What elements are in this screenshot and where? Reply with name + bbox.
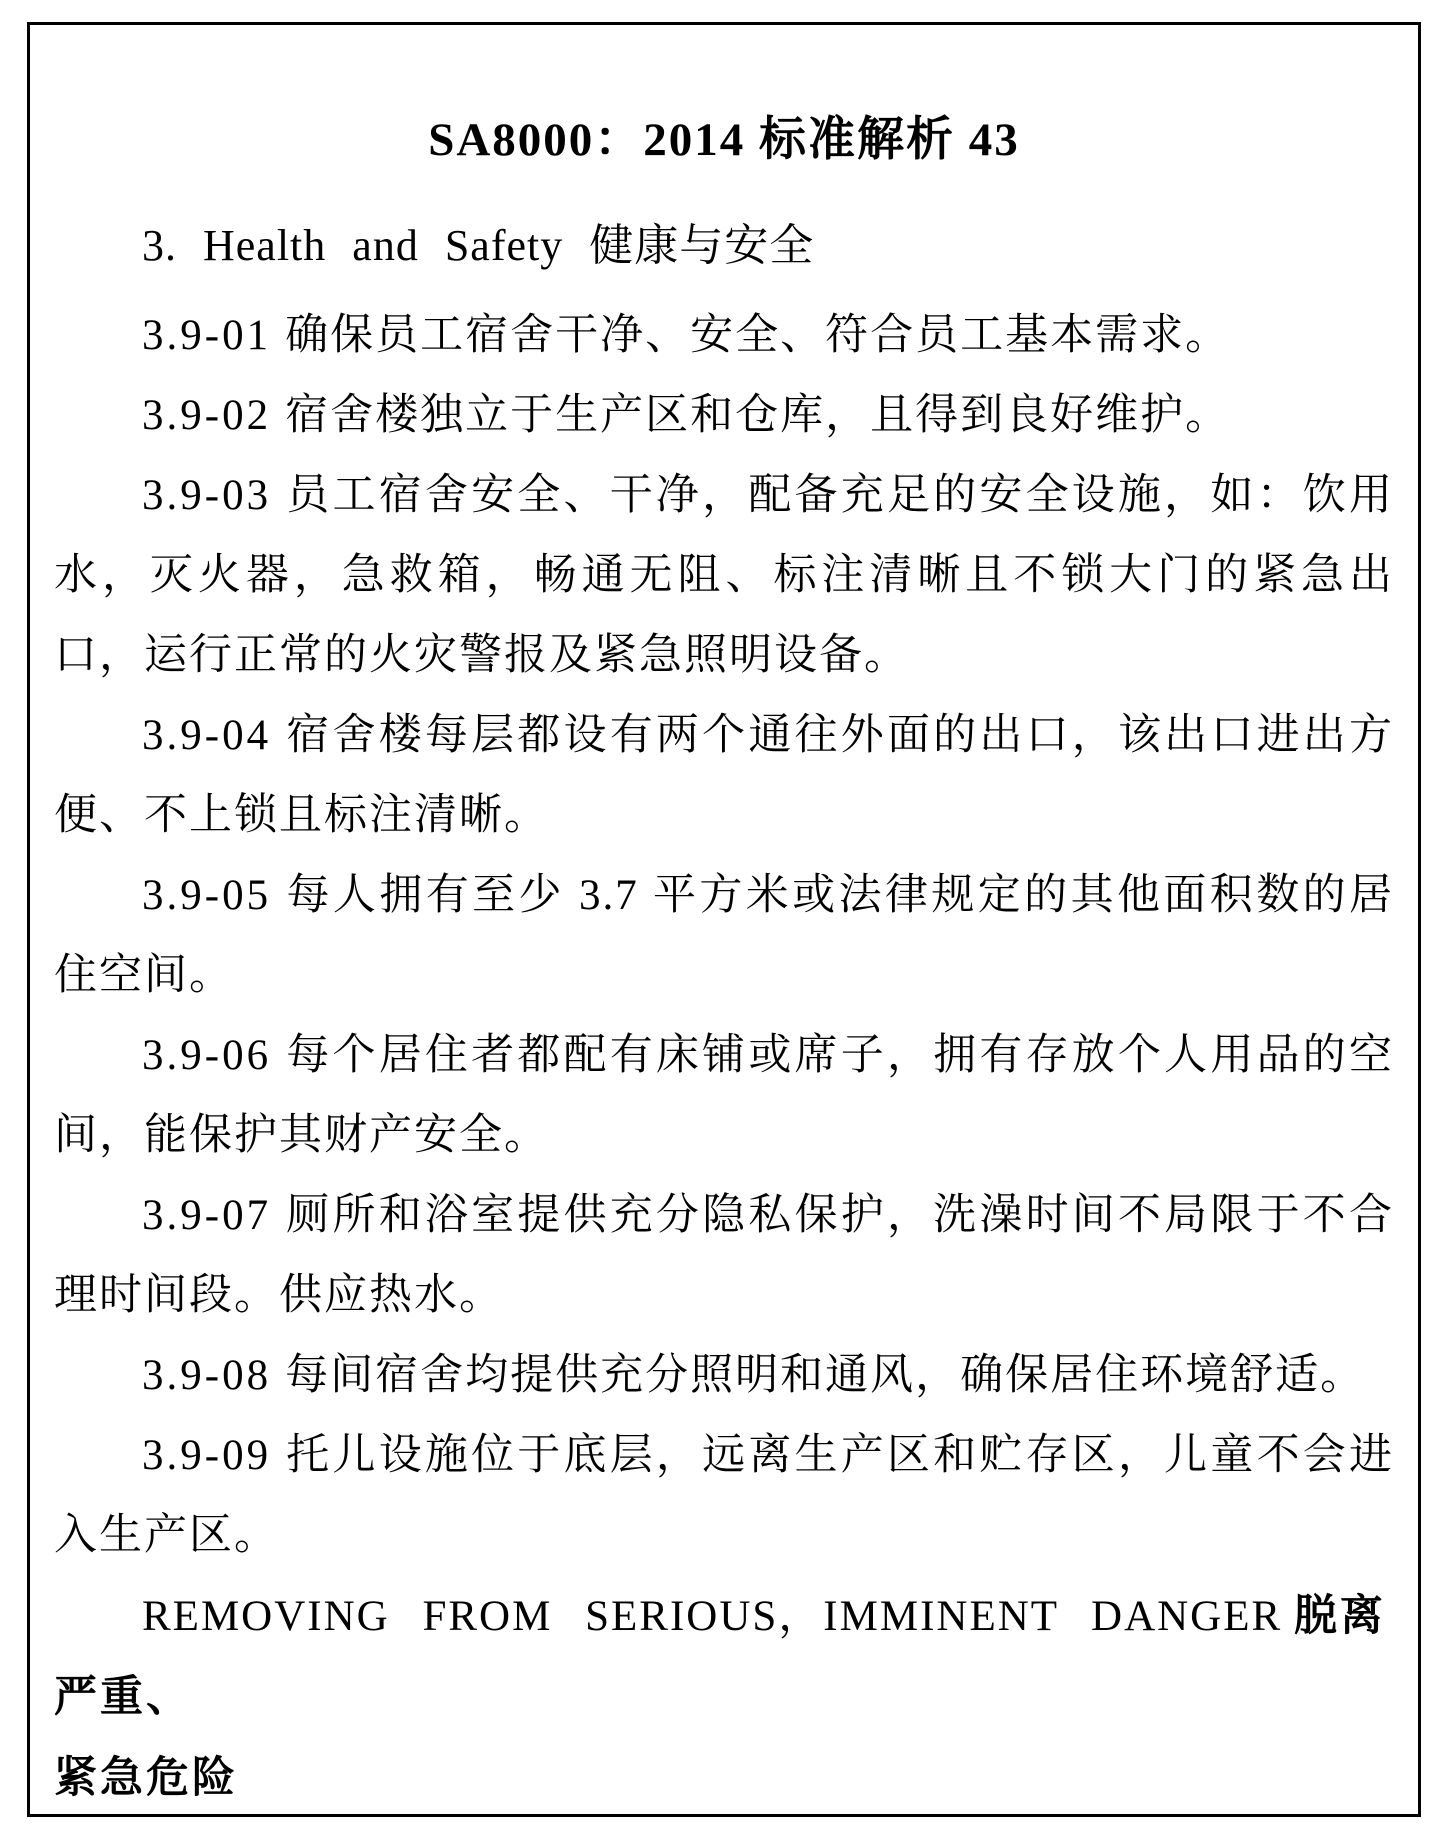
- footer-chinese-bold-line2: 紧急危险: [54, 1754, 238, 1802]
- clause-code: 3.9-02: [142, 392, 272, 439]
- clause-code: 3.9-03: [142, 472, 272, 519]
- clause-3-9-06: [54, 1016, 1394, 1176]
- clause-code: 3.9-07: [142, 1192, 272, 1239]
- page-title: SA8000：2014 标准解析 43: [428, 114, 1020, 166]
- clause-3-9-05: [54, 856, 1394, 1016]
- footer-english-text: REMOVING FROM SERIOUS，IMMINENT DANGER: [142, 1593, 1283, 1640]
- clause-3-9-03: [54, 456, 1394, 696]
- clause-list: [54, 296, 1394, 1576]
- clause-3-9-09: [54, 1416, 1394, 1576]
- clause-3-9-08: [54, 1336, 1394, 1416]
- clause-3-9-04: [54, 696, 1394, 856]
- clause-text: 厕所和浴室提供充分隐私保护，洗澡时间不局限于不合理时间段。供应热水。: [54, 1192, 1394, 1319]
- clause-text: 每间宿舍均提供充分照明和通风，确保居住环境舒适。: [285, 1352, 1366, 1399]
- clause-code: 3.9-09: [142, 1432, 272, 1479]
- footer-chinese-bold-line1: 脱离严重、: [54, 1592, 1386, 1721]
- clause-text: 每人拥有至少 3.7 平方米或法律规定的其他面积数的居住空间。: [54, 872, 1394, 999]
- footer-line: [54, 1576, 1394, 1818]
- clause-code: 3.9-04: [142, 712, 272, 759]
- clause-code: 3.9-08: [142, 1352, 272, 1399]
- clause-text: 确保员工宿舍干净、安全、符合员工基本需求。: [285, 312, 1231, 359]
- clause-code: 3.9-06: [142, 1032, 272, 1079]
- clause-text: 每个居住者都配有床铺或席子，拥有存放个人用品的空间，能保护其财产安全。: [54, 1032, 1394, 1159]
- clause-text: 宿舍楼每层都设有两个通往外面的出口，该出口进出方便、不上锁且标注清晰。: [54, 712, 1394, 839]
- clause-code: 3.9-01: [142, 312, 272, 359]
- clause-code: 3.9-05: [142, 872, 272, 919]
- clause-3-9-07: [54, 1176, 1394, 1336]
- clause-text: 员工宿舍安全、干净，配备充足的安全设施，如：饮用水，灭火器，急救箱，畅通无阻、标注清晰且不锁大门的紧急出口，运行正常的火灾警报及紧急照明设备。: [54, 472, 1394, 679]
- document-page: [54, 96, 1394, 1818]
- clause-3-9-02: [54, 376, 1394, 456]
- section-heading: 3. Health and Safety 健康与安全: [142, 221, 815, 270]
- clause-text: 托儿设施位于底层，远离生产区和贮存区，儿童不会进入生产区。: [54, 1432, 1394, 1559]
- clause-text: 宿舍楼独立于生产区和仓库，且得到良好维护。: [285, 392, 1231, 439]
- clause-3-9-01: [54, 296, 1394, 376]
